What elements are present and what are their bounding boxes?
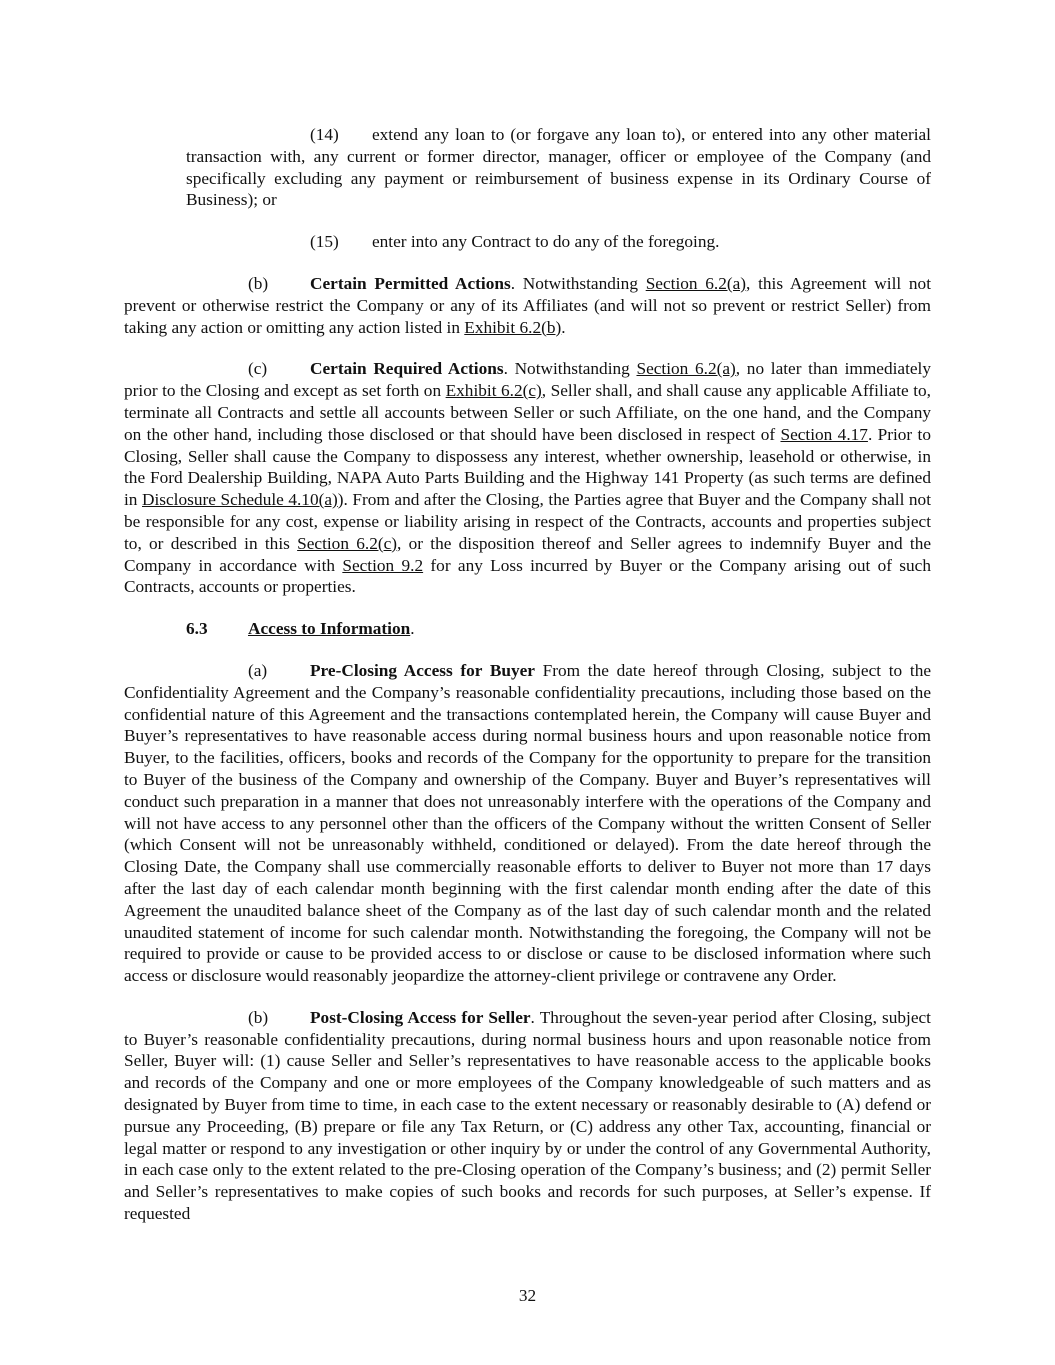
paragraph-text: , or the disposition thereof and Seller agrees to indemnify Buyer and the Company in accordance with bbox=[124, 533, 932, 575]
paragraph-text: for any Loss incurred by Buyer or the Company arising out of such Contracts, accounts or properties. bbox=[124, 555, 931, 597]
cross-reference: Section 4.17 bbox=[780, 424, 868, 444]
paragraph-number: (c) bbox=[248, 359, 268, 379]
cross-reference: Section 9.2 bbox=[342, 555, 424, 575]
page-number: 32 bbox=[518, 1286, 537, 1305]
paragraph-heading: Certain Required Actions bbox=[310, 359, 504, 379]
paragraph-heading: Post-Closing Access for Seller bbox=[310, 1007, 531, 1027]
paragraph-b-permitted-actions bbox=[124, 273, 931, 338]
cross-reference: Section 6.2(a) bbox=[636, 359, 736, 379]
paragraph-heading: Pre-Closing Access for Buyer bbox=[310, 660, 535, 680]
paragraph-text: . Prior to Closing, Seller shall cause the Company to dispossess any interest, whether ownership, leasehold or otherwise, in the Ford Dealership Building, NAPA Auto Parts Building and the Highway 141 Property (as such terms are defined in bbox=[124, 424, 931, 510]
clause-text: enter into any Contract to do any of the foregoing. bbox=[372, 232, 720, 252]
paragraph-text: . bbox=[561, 317, 566, 337]
document-page bbox=[124, 124, 931, 1225]
clause-14 bbox=[124, 124, 931, 211]
paragraph-text: , Seller shall, and shall cause any applicable Affiliate to, terminate all Contracts and settle all accounts between Seller or such Affiliate, on the one hand, and the Company on the other hand, including those disclosed or that should have been disclosed in respect of bbox=[124, 381, 931, 444]
cross-reference: Disclosure Schedule 4.10(a) bbox=[142, 490, 338, 510]
paragraph-a-pre-closing-access bbox=[124, 660, 931, 987]
clause-number: (15) bbox=[310, 232, 339, 252]
cross-reference: Exhibit 6.2(b) bbox=[464, 317, 562, 337]
paragraph-text: From the date hereof through Closing, subject to the Confidentiality Agreement and the Company’s reasonable confidentiality precautions, including those based on the confidential nature of this Agreement and the transactions contemplated herein, the Company will cause Buyer and Buyer’s representatives to have reasonable access during normal business hours and upon reasonable notice from Buyer, to the facilities, officers, books and records of the Company for the opportunity to prepare for the transition to Buyer of the business of the Company and ownership of the Company. Buyer and Buyer’s representatives will conduct such preparation in a manner that does not unreasonably interfere with the operations of the Company and will not have access to any personnel other than the officers of the Company without the written Consent of Seller (which Consent will not be unreasonably withheld, conditioned or delayed). From the date hereof through the Closing Date, the Company shall use commercially reasonable efforts to deliver to Buyer not more than 17 days after the last day of each calendar month beginning with the first calendar month ending after the date of this Agreement the unaudited balance sheet of the Company as of the last day of such calendar month and the related unaudited statement of income for such calendar month. Notwithstanding the foregoing, the Company will not be required to provide or cause to be provided access to or disclose or cause to be disclosed information where such access or disclosure would reasonably jeopardize the attorney-client privilege or contravene any Order. bbox=[124, 660, 932, 986]
paragraph-number: (b) bbox=[248, 1007, 269, 1027]
paragraph-number: (a) bbox=[248, 660, 268, 680]
section-heading-6-3 bbox=[124, 618, 931, 640]
cross-reference: Section 6.2(a) bbox=[645, 273, 747, 293]
paragraph-b-post-closing-access bbox=[124, 1007, 931, 1225]
cross-reference: Exhibit 6.2(c) bbox=[445, 381, 542, 401]
cross-reference: Section 6.2(c) bbox=[297, 533, 398, 553]
section-title-period: . bbox=[410, 619, 415, 639]
section-number: 6.3 bbox=[186, 619, 208, 639]
paragraph-text: , this Agreement will not prevent or otherwise restrict the Company or any of its Affiliates (and will not so prevent or restrict Seller) from taking any action or omitting any action listed in bbox=[124, 273, 932, 337]
paragraph-heading: Certain Permitted Actions bbox=[310, 273, 511, 293]
paragraph-text: . Notwithstanding bbox=[503, 359, 637, 379]
paragraph-c-required-actions bbox=[124, 358, 931, 598]
section-title: Access to Information bbox=[248, 619, 411, 639]
paragraph-text: . Notwithstanding bbox=[510, 273, 646, 293]
paragraph-text: . Throughout the seven-year period after Closing, subject to Buyer’s reasonable confidentiality precautions, during normal business hours and upon reasonable notice from Seller, Buyer will: (1) cause Seller and Seller’s representatives to have reasonable access to the applicable books and records of the Company and one or more employees of the Company knowledgeable of such matters and as designated by Buyer from time to time, in each case to the extent necessary or reasonably desirable to (A) defend or pursue any Proceeding, (B) prepare or file any Tax Return, or (C) address any other Tax, accounting, financial or legal matter or respond to any investigation or other inquiry by or under the control of any Governmental Authority, in each case only to the extent related to the pre-Closing operation of the Company’s business; and (2) permit Seller and Seller’s representatives to make copies of such books and records for such purposes, at Seller’s expense. If requested bbox=[124, 1007, 931, 1224]
clause-text: extend any loan to (or forgave any loan to), or entered into any other material transaction with, any current or former director, manager, officer or employee of the Company (and specifically excluding any payment or reimbursement of business expense in its Ordinary Course of Business); or bbox=[186, 125, 931, 210]
paragraph-text: ). From and after the Closing, the Parties agree that Buyer and the Company shall not be responsible for any cost, expense or liability arising in respect of the Contracts, accounts and properties subject to, or described in this bbox=[124, 490, 932, 553]
clause-number: (14) bbox=[310, 125, 339, 144]
paragraph-text: , no later than immediately prior to the Closing and except as set forth on bbox=[124, 359, 932, 401]
paragraph-number: (b) bbox=[248, 273, 269, 293]
clause-15 bbox=[124, 231, 931, 253]
